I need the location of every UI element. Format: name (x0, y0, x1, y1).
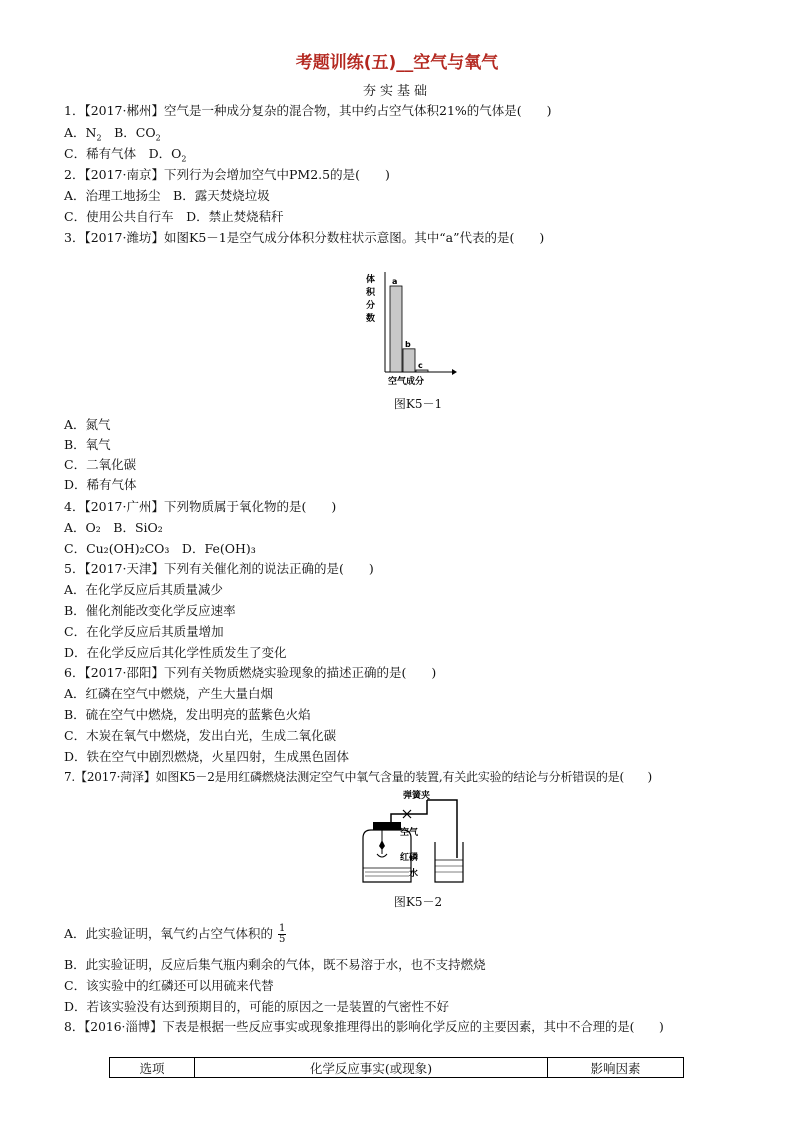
q6-stem: 6．【2017·邵阳】下列有关物质燃烧实验现象的描述正确的是( ) (64, 665, 437, 680)
ylabel-char-2: 积 (366, 288, 376, 298)
q7-option-d: D．若该实验没有达到预期目的，可能的原因之一是装置的气密性不好 (64, 999, 450, 1014)
q4-options-ab: A．O₂ B．SiO₂ (64, 520, 163, 535)
q5-stem: 5．【2017·天津】下列有关催化剂的说法正确的是( ) (64, 561, 374, 576)
header-option: 选项 (110, 1058, 195, 1078)
label-water: 水 (409, 869, 419, 879)
q3-option-b: B．氧气 (64, 437, 111, 452)
page-title: 考题训练(五)__空气与氧气 (295, 53, 499, 73)
figure-k5-2-apparatus (355, 788, 465, 888)
label-air: 空气 (400, 828, 419, 838)
q2-options-ab: A．治理工地扬尘 B．露天焚烧垃圾 (64, 188, 270, 203)
table-header-row (110, 1058, 684, 1078)
q1-options-cd: C．稀有气体 D．$O_2$ (64, 146, 187, 164)
q7-option-c: C．该实验中的红磷还可以用硫来代替 (64, 978, 274, 993)
figure-k5-1-caption: 图K5－1 (393, 397, 443, 411)
q1-options-ab: A．$N_2$ B．$CO_2$ (64, 125, 161, 143)
stopper (373, 822, 401, 830)
bar-c (416, 370, 428, 372)
q3-stem: 3．【2017·潍坊】如图K5－1是空气成分体积分数柱状示意图。其中“a”代表的是( ) (64, 230, 545, 245)
x-axis-arrow (452, 369, 457, 375)
chart-xlabel: 空气成分 (388, 377, 425, 387)
ylabel-char-3: 分 (366, 301, 376, 311)
q5-option-d: D．在化学反应后其化学性质发生了变化 (64, 645, 287, 660)
beaker (435, 842, 463, 882)
q4-stem: 4．【2017·广州】下列物质属于氧化物的是( ) (64, 499, 337, 514)
q7-option-a: A．此实验证明，氧气约占空气体积的 $\frac{1}{5}$ (64, 923, 286, 945)
bar-label-a: a (392, 277, 398, 286)
q7-stem: 7.【2017·菏泽】如图K5－2是用红磷燃烧法测定空气中氧气含量的装置,有关此实验的结论与分析错误的是( ) (64, 770, 653, 784)
section-heading: 夯实基础 (362, 84, 431, 99)
q5-option-b: B．催化剂能改变化学反应速率 (64, 603, 236, 618)
q2-stem: 2．【2017·南京】下列行为会增加空气中PM2.5的是( ) (64, 167, 390, 182)
glass-tube (391, 800, 427, 822)
q6-option-a: A．红磷在空气中燃烧，产生大量白烟 (64, 686, 274, 701)
q6-option-c: C．木炭在氧气中燃烧，发出白光，生成二氧化碳 (64, 728, 337, 743)
bar-label-c: c (418, 361, 423, 370)
q8-table (109, 1057, 684, 1078)
label-clamp: 弹簧夹 (403, 791, 431, 801)
bar-a (390, 286, 402, 372)
ylabel-char-1: 体 (366, 275, 376, 285)
figure-k5-2-caption: 图K5－2 (393, 895, 443, 909)
q5-option-c: C．在化学反应后其质量增加 (64, 624, 224, 639)
header-factor: 影响因素 (548, 1058, 684, 1078)
q4-options-cd: C．Cu₂(OH)₂CO₃ D．Fe(OH)₃ (64, 541, 256, 556)
bar-label-b: b (405, 339, 411, 349)
q2-options-cd: C．使用公共自行车 D．禁止焚烧秸秆 (64, 209, 284, 224)
q5-option-a: A．在化学反应后其质量减少 (64, 582, 224, 597)
q6-option-d: D．铁在空气中剧烈燃烧，火星四射，生成黑色固体 (64, 749, 350, 764)
header-fact: 化学反应事实(或现象) (195, 1058, 548, 1078)
q1-stem: 1．【2017·郴州】空气是一种成分复杂的混合物，其中约占空气体积21%的气体是( ) (64, 103, 552, 118)
fraction-one-fifth: $\frac{1}{5}$ (279, 923, 286, 945)
q6-option-b: B．硫在空气中燃烧，发出明亮的蓝紫色火焰 (64, 707, 311, 722)
ylabel-char-4: 数 (366, 314, 376, 324)
q3-option-d: D．稀有气体 (64, 477, 137, 492)
bar-b (403, 349, 415, 372)
q7-option-b: B．此实验证明，反应后集气瓶内剩余的气体，既不易溶于水，也不支持燃烧 (64, 957, 486, 972)
figure-k5-1-bar-chart (360, 268, 460, 388)
q3-option-a: A．氮气 (64, 417, 111, 432)
label-phosphorus: 红磷 (400, 853, 419, 863)
q8-stem: 8．【2016·淄博】下表是根据一些反应事实或现象推理得出的影响化学反应的主要因素，其中不合理的是( ) (64, 1020, 664, 1034)
burning-phosphorus (379, 840, 385, 850)
q3-option-c: C．二氧化碳 (64, 457, 137, 472)
